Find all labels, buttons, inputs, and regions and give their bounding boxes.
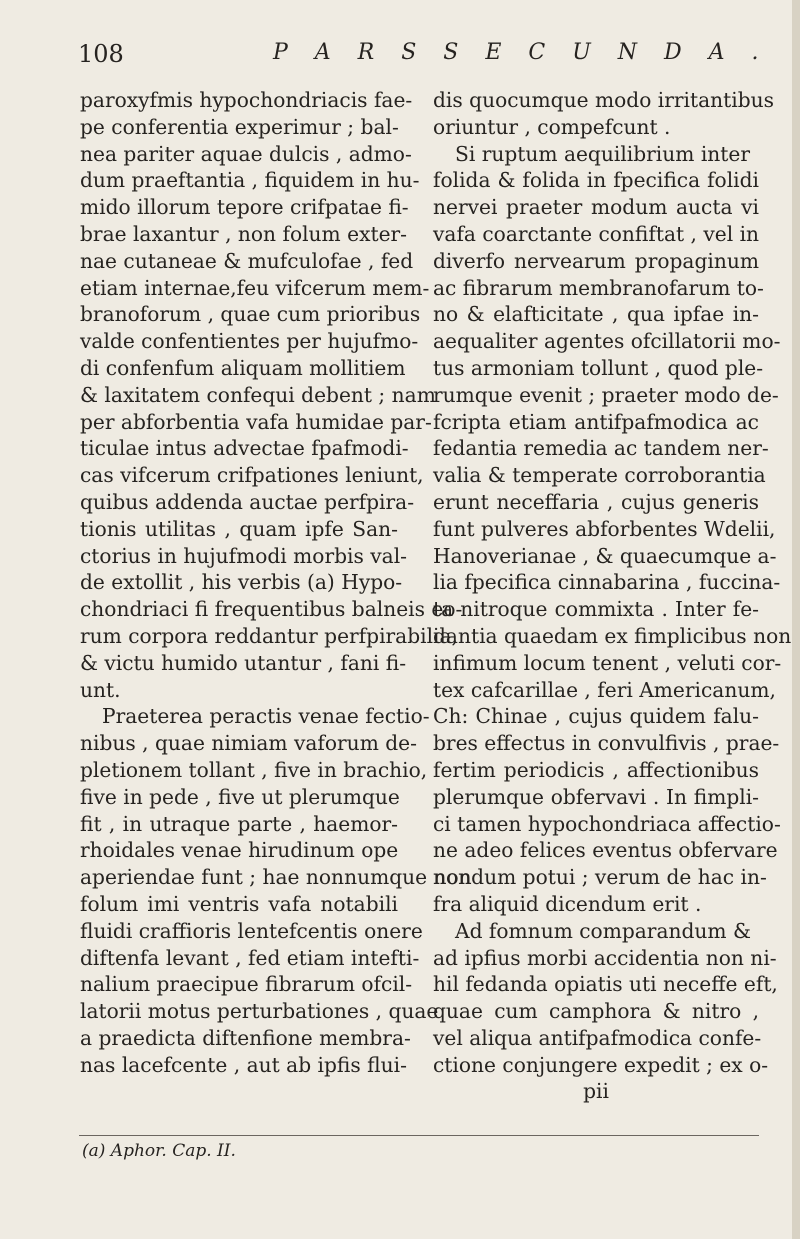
right-column-line: diverfo nervearum propaginum [433, 248, 759, 273]
footnote: (a) Aphor. Cap. II. [82, 1141, 236, 1161]
left-column-line: ctorius in hujufmodi morbis val- [80, 543, 407, 568]
left-column-line: pe conferentia experimur ; bal- [80, 114, 399, 139]
page-number: 108 [78, 40, 124, 68]
right-column-line: nervei praeter modum aucta vi [433, 195, 759, 220]
left-column-line: brae laxantur , non folum exter- [80, 221, 407, 246]
right-column [433, 87, 792, 1105]
left-column-line: & victu humido utantur , fani fi- [80, 650, 407, 675]
right-column-line: Hanoverianae , & quaecumque a- [433, 543, 777, 568]
right-column-line: funt pulveres abforbentes Wdelii, [433, 516, 776, 541]
left-column-line: nae cutaneae & mufculofae , fed [80, 248, 414, 273]
right-column-line: Ch: Chinae , cujus quidem falu- [433, 704, 759, 729]
left-column-line: di confenfum aliquam mollitiem [80, 355, 406, 380]
left-column-line: tionis utilitas , quam ipfe San- [80, 516, 398, 541]
right-column-line: ne adeo felices eventus obfervare [433, 838, 778, 863]
right-column-line: ci tamen hypochondriaca affectio- [433, 811, 781, 836]
right-column-line: Ad fomnum comparandum & [455, 918, 751, 943]
left-column-line: & laxitatem confequi debent ; nam [80, 382, 436, 407]
left-column-line: unt. [80, 677, 121, 702]
left-column-line: valde confentientes per hujufmo- [80, 329, 419, 354]
right-column-line: lia fpecifica cinnabarina , fuccina- [433, 570, 781, 595]
left-column-line: ticulae intus advectae fpafmodi- [80, 436, 409, 461]
right-column-line: pii [583, 1079, 609, 1104]
right-column-line: folida & folida in fpecifica folidi [433, 168, 759, 193]
right-column-line: ac fibrarum membranofarum to- [433, 275, 764, 300]
left-column-line: per abforbentia vafa humidae par- [80, 409, 432, 434]
left-column-line: diftenfa levant , fed etiam intefti- [80, 945, 420, 970]
left-column-line: dum praeftantia , fiquidem in hu- [80, 168, 420, 193]
left-column-line: fit , in utraque parte , haemor- [80, 811, 398, 836]
left-column-line: aperiendae funt ; hae nonnumque non [80, 865, 472, 890]
left-column-line: chondriaci fi frequentibus balneis eo- [80, 597, 463, 622]
running-head: P A R S S E C U N D A . [273, 40, 769, 65]
right-column-line: plerumque obfervavi . In fimpli- [433, 784, 759, 809]
right-column-line: rumque evenit ; praeter modo de- [433, 382, 779, 407]
left-column-line: nas lacefcente , aut ab ipfis flui- [80, 1052, 407, 1077]
right-column-line: no & elafticitate , qua ipfae in- [433, 302, 759, 327]
left-column-line: branoforum , quae cum prioribus [80, 302, 421, 327]
right-column-line: quae cum camphora & nitro , [433, 999, 759, 1024]
right-column-line: fertim periodicis , affectionibus [433, 757, 759, 782]
left-column-line: rhoidales venae hirudinum ope [80, 838, 399, 863]
right-column-line: Si ruptum aequilibrium inter [455, 141, 750, 166]
left-column-line: pletionem tollant , five in brachio, [80, 757, 428, 782]
right-column-line: ctione conjungere expedit ; ex o- [433, 1052, 769, 1077]
footnote-rule [79, 1135, 759, 1136]
left-column [80, 87, 472, 1078]
right-column-line: tex cafcarillae , feri Americanum, [433, 677, 776, 702]
right-column-line: nondum potui ; verum de hac in- [433, 865, 767, 890]
page-header [78, 38, 778, 86]
left-column-line: five in pede , five ut plerumque [80, 784, 400, 809]
left-column-line: fluidi craffioris lentefcentis onere [80, 918, 423, 943]
right-column-line: ta nitroque commixta . Inter fe- [433, 597, 759, 622]
right-column-line: infimum locum tenent , veluti cor- [433, 650, 782, 675]
left-column-line: mido illorum tepore crifpatae fi- [80, 195, 409, 220]
right-column-line: vel aliqua antifpafmodica confe- [433, 1025, 762, 1050]
right-column-line: fcripta etiam antifpafmodica ac [433, 409, 759, 434]
right-column-line: erunt neceffaria , cujus generis [433, 489, 759, 514]
left-column-line: quibus addenda auctae perfpira- [80, 489, 415, 514]
left-column-line: folum imi ventris vafa notabili [80, 891, 398, 916]
page-edge [792, 0, 800, 1239]
right-column-line: dantia quaedam ex fimplicibus non [433, 623, 792, 648]
left-column-line: nea pariter aquae dulcis , admo- [80, 141, 412, 166]
right-column-line: oriuntur , compefcunt . [433, 114, 671, 139]
right-column-line: valia & temperate corroborantia [433, 463, 766, 488]
right-column-line: ad ipfius morbi accidentia non ni- [433, 945, 777, 970]
left-column-line: cas vifcerum crifpationes leniunt, [80, 463, 424, 488]
left-column-line: latorii motus perturbationes , quae [80, 999, 439, 1024]
left-column-line: nalium praecipue fibrarum ofcil- [80, 972, 413, 997]
right-column-line: bres effectus in convulfivis , prae- [433, 731, 780, 756]
left-column-line: etiam internae,feu vifcerum mem- [80, 275, 430, 300]
right-column-line: hil fedanda opiatis uti neceffe eft, [433, 972, 778, 997]
right-column-line: vafa coarctante confiftat , vel in [433, 221, 760, 246]
right-column-line: tus armoniam tollunt , quod ple- [433, 355, 764, 380]
left-column-line: de extollit , his verbis (a) Hypo- [80, 570, 403, 595]
right-column-line: aequaliter agentes ofcillatorii mo- [433, 329, 781, 354]
right-column-line: dis quocumque modo irritantibus [433, 88, 774, 112]
left-column-line: paroxyfmis hypochondriacis fae- [80, 88, 413, 112]
right-column-line: fedantia remedia ac tandem ner- [433, 436, 769, 461]
left-column-line: nibus , quae nimiam vaforum de- [80, 731, 417, 756]
left-column-line: rum corpora reddantur perfpirabilia, [80, 623, 458, 648]
left-column-line: a praedicta diftenfione membra- [80, 1025, 411, 1050]
left-column-line: Praeterea peractis venae fectio- [102, 704, 430, 729]
right-column-line: fra aliquid dicendum erit . [433, 891, 702, 916]
